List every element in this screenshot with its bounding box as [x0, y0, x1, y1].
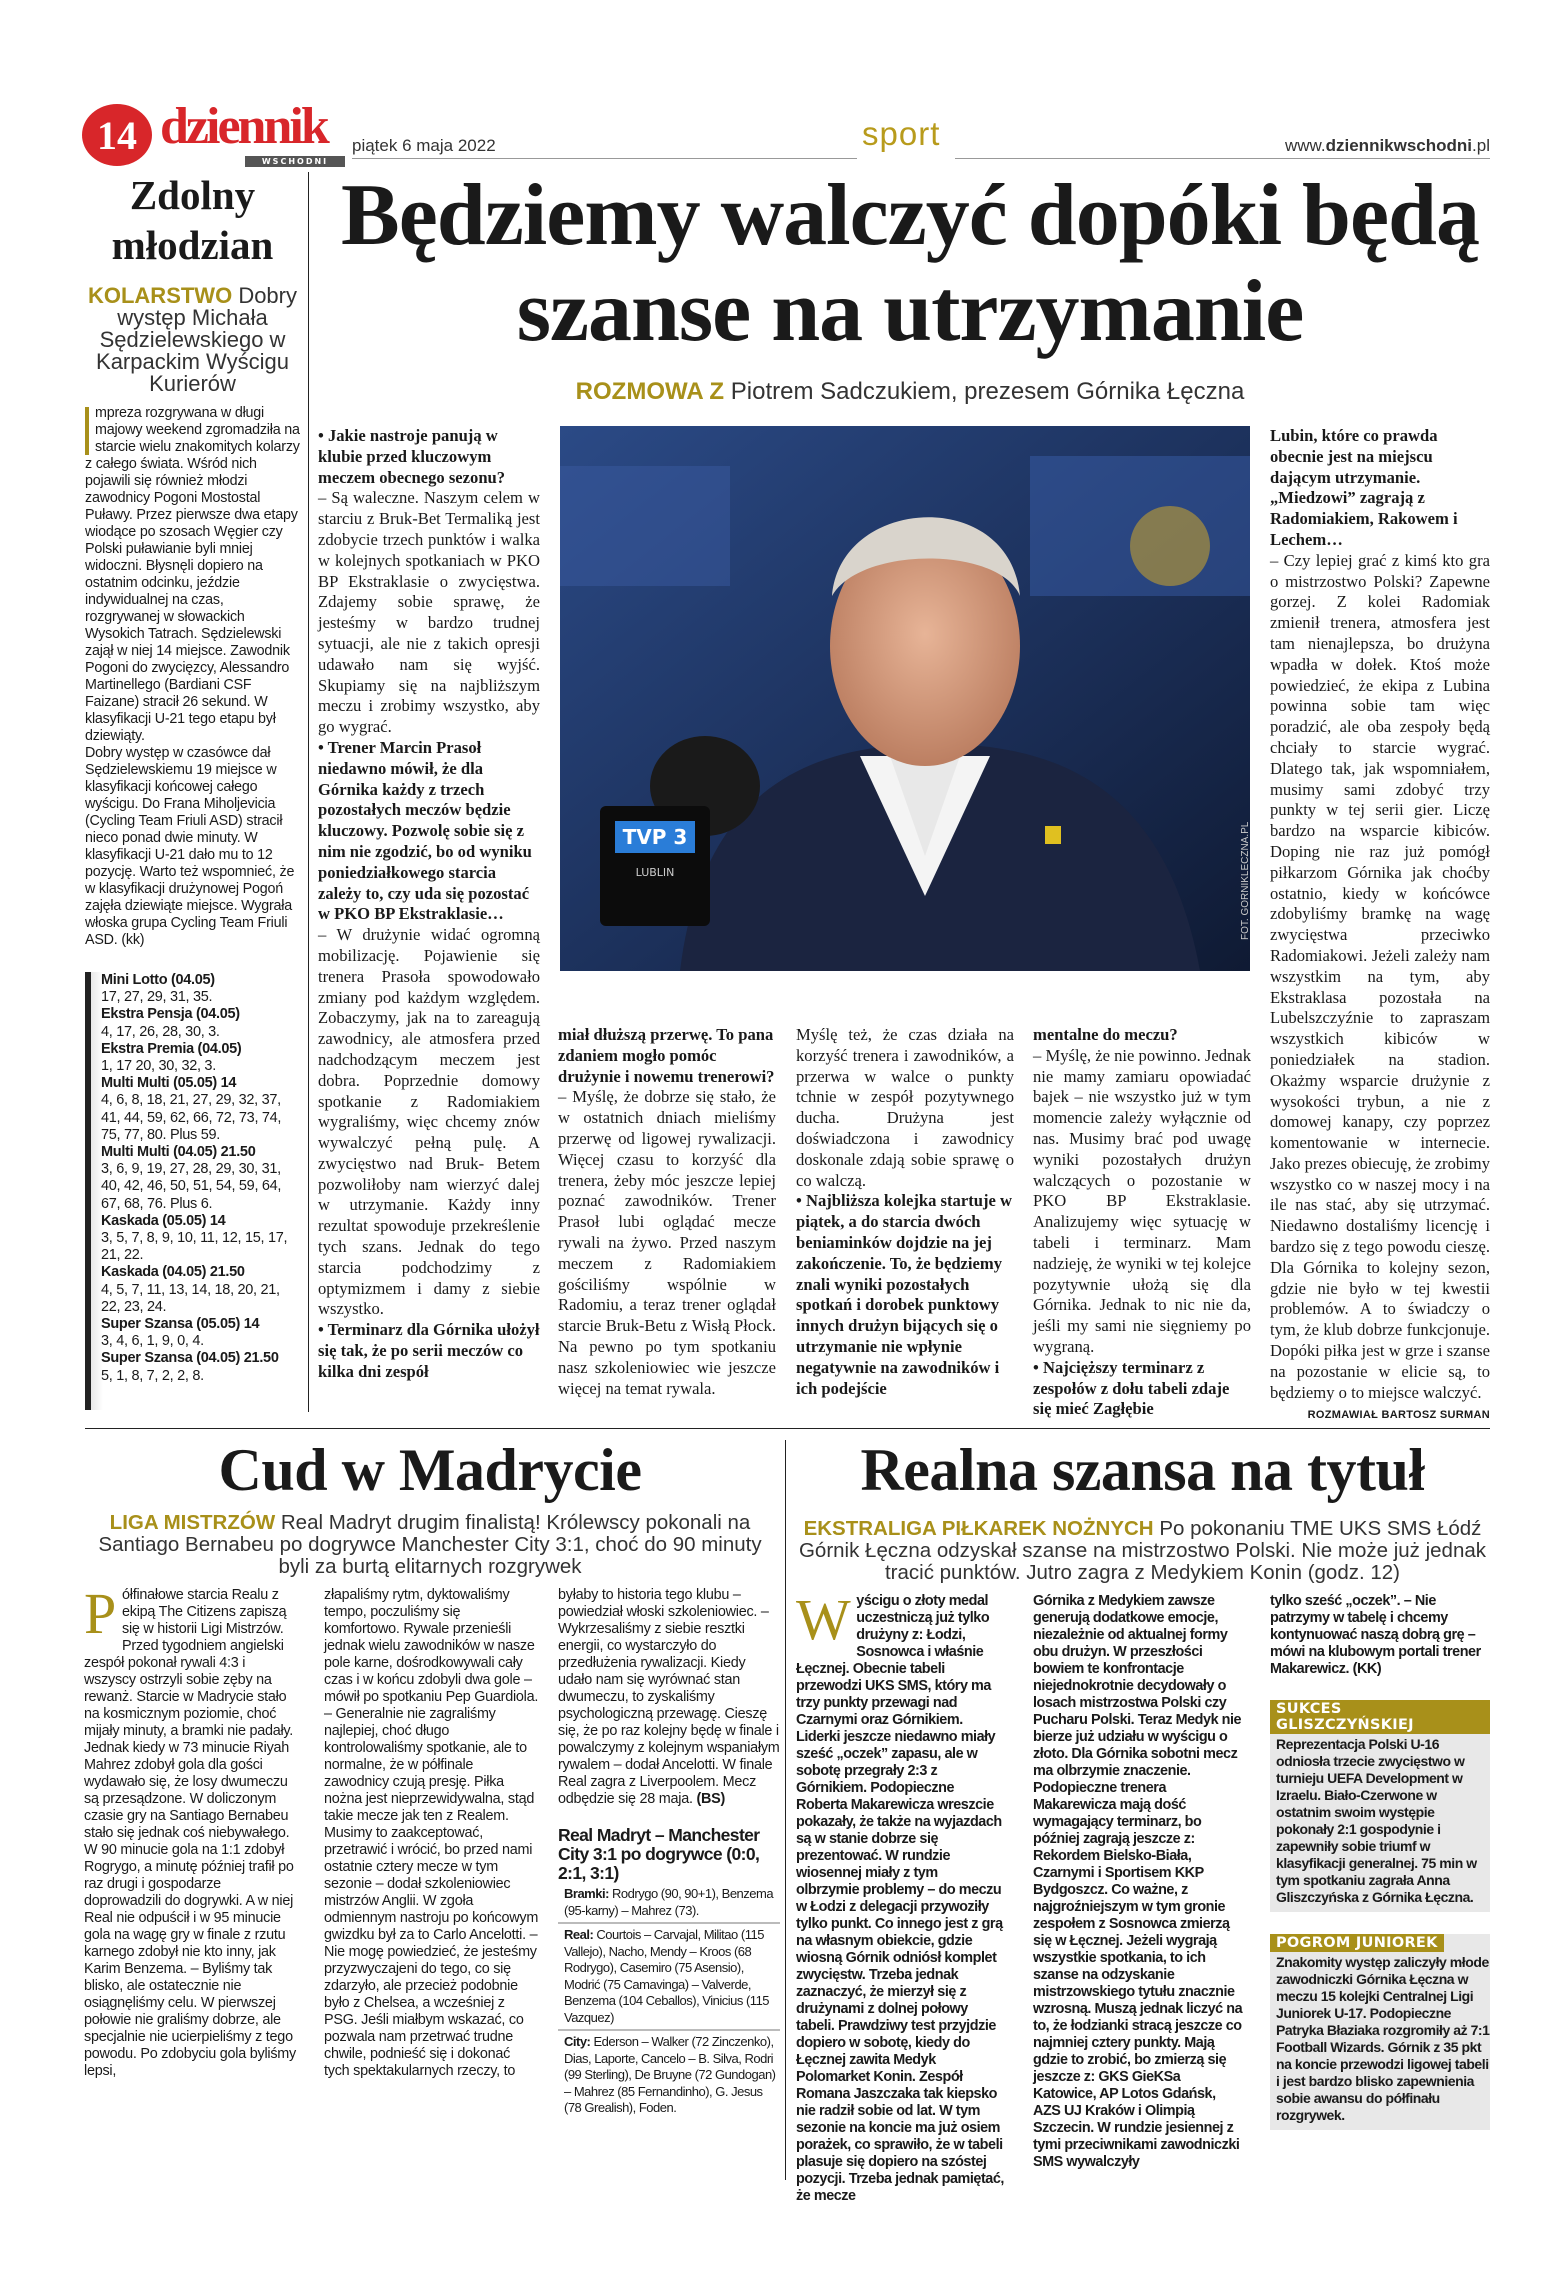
interview-column-2 — [558, 1025, 776, 1399]
interview-question: • Jakie nastroje panują w klubie przed kluczowym meczem obecnego sezonu? — [318, 426, 506, 487]
portrait-image — [560, 426, 1250, 971]
photo-credit: FOT. GORNIKLECZNA.PL — [1240, 821, 1251, 940]
news-box — [1270, 1934, 1490, 2130]
tytul-text-1: yścigu o złoty medal uczestniczą już tylko drużyny z: Łodzi, Sosnowca i właśnie Łęcznej. Obecnie tabeli przewodzi UKS SMS, który ma trzy punkty przewagi nad Czarnymi oraz Górnikiem. Liderki jeszcze niedawno miały sześć „oczek” zapasu, ale w sobotę przegrały 2:3 z Górnikiem. Podopieczne Roberta Makarewicza wreszcie pokazały, że także na wyjazdach są w stanie dobrze się prezentować. W rundzie wiosennej miały z tym olbrzymie problemy – do meczu w Łodzi z delegacji przywoziły tylko punkt. Co innego jest z grą na własnym obiekcie, gdzie wiosną Górnik odniósł komplet zwycięstw. Trzeba jednak zaznaczyć, że mierzył się z drużynami z dolnej połowy tabeli. Prawdziwy test przyjdzie dopiero w sobotę, kiedy do Łęcznej zawita Medyk Polomarket Konin. Zespół Romana Jaszczaka tak kiepsko nie radził sobie od lat. W tym sezonie na koncie ma już osiem porażek, co sprawiło, że w tabeli plasuje się dopiero na szóstej pozycji. Trzeba jednak pamiętać, że mecze — [796, 1593, 1004, 2204]
newspaper-logo: dziennik — [160, 100, 327, 154]
interview-answer: – Myślę, że nie powinno. Jednak nie mamy zamiaru opowiadać bajek – nie wszystko już w tym momencie zależy wyłącznie od nas. Musimy brać pod uwagę wyniki pozostałych drużyn walczących o pozostanie w PKO BP Ekstraklasie. Analizujemy więc sytuację w tabeli i terminarz. Mam nadzieję, że wyniki w tej kolejce pozytywnie ułożą się dla Górnika. Jednak to nic nie da, jeśli my sami nie sięgniemy po wygraną. — [1033, 1045, 1251, 1356]
lotto-entry — [101, 1316, 300, 1350]
lotto-entry — [101, 972, 300, 1006]
lotto-numbers: 17, 27, 29, 31, 35. — [101, 989, 213, 1006]
news-box-label: SUKCES GLISZCZYŃSKIEJ — [1270, 1700, 1490, 1734]
interview-column-5 — [1270, 426, 1490, 1403]
interview-answer: – W drużynie widać ogromną mobilizację. Pojawienie się trenera Prasoła spowodowało zmiany pod każdym względem. Zobaczymy, jak na to zareagują zawodnicy, ale atmosfera przed nadchodzącym meczem jest dobra. Poprzednie domowy spotkanie z Radomiakiem wygraliśmy, więc chcemy znów wywalczyć pełną pulę. A zwycięstwo nad Bruk- Betem pozwoliłoby nam wierzyć dalej w utrzymanie. Każdy inny rezultat spowoduje przekreślenie tych szans. Jednak do tego starcia podchodzimy z optymizmem i damy z siebie wszystko. — [318, 925, 540, 1319]
interview-question: mentalne do meczu? — [1033, 1025, 1178, 1044]
url-suffix: .pl — [1472, 136, 1490, 155]
bottom-divider — [785, 1440, 786, 2180]
madryt-author: (BS) — [696, 1791, 726, 1807]
tytul-col3-text: tylko sześć „oczek”. – Nie patrzymy w tabelę i chcemy kontynuować naszą dobrą grę – mówi na klubowym portali trener Makarewicz. — [1270, 1593, 1481, 1677]
lotto-numbers: 3, 6, 9, 19, 27, 28, 29, 30, 31, 40, 42, 46, 50, 51, 54, 59, 64, 67, 68, 76. Plus 6. — [101, 1161, 282, 1212]
stat-label: Real: — [564, 1927, 594, 1942]
stat-text: Courtois – Carvajal, Militao (115 Vallejo), Nacho, Mendy – Kroos (68 Rodrygo), Casemiro (75 Asensio), Modrić (75 Camavinga) – Valverde, Benzema (104 Ceballos), Vinicius (115 Vazquez) — [564, 1927, 770, 2025]
news-box-text: Reprezentacja Polski U-16 odniosła trzecie zwycięstwo w turnieju UEFA Development w Izraelu. Biało-Czerwone w ostatnim swoim występie pokonały 2:1 gospodynie i zapewniły sobie triumf w klasyfikacji generalnej. 75 min w tym spotkaniu zagrała Anna Gliszczyńska z Górnika Łęczna. — [1276, 1736, 1477, 1905]
tytul-column-1 — [796, 1587, 1004, 2205]
interview-answer: – Myślę, że dobrze się stało, że w ostatnich dniach mieliśmy przerwę od ligowej rywalizacji. Więcej czasu to korzyść dla trenera, żeby móc jeszcze lepiej poznać zawodników. Trener Prasoł lubi oglądać mecze rywali na żywo. Przed naszym meczem z Radomiakiem gościliśmy wspólnie w Radomiu, a teraz trener oglądał starcie Bruk-Betu z Wisłą Płock. Na pewno po tym spotkaniu nasz szkoleniowiec wie jeszcze więcej na temat rywala. — [558, 1087, 776, 1398]
match-stats — [558, 1883, 780, 2120]
mic-sub-label: LUBLIN — [635, 866, 675, 879]
madryt-text-1: ółfinałowe starcia Realu z ekipą The Citizens zapiszą się w historii Ligi Mistrzów. Przed tygodniem angielski zespół pokonał rywali 4:3 i wszyscy ostrzyli sobie zęby na rewanż. Starcie w Madrycie stało na kosmicznym poziomie, choć mijały minuty, a bramki nie padały. Jednak kiedy w 73 minucie Riyah Mahrez zdobył gola dla gości wydawało się, że losy dwumeczu są przesądzone. W doliczonym czasie gry na Santiago Bernabeu stało się jednak coś niebywałego. W 90 minucie gola na 1:1 zdobył Rogrygo, a minutę później trafił po raz drugi i gospodarze doprowadzili do dogrywki. A w niej Real nie odpuścił i w 95 minucie gola na wagę gry w finale z rzutu karnego zdobył nie kto inny, jak Karim Benzema. – Byliśmy tak blisko, ale ostatecznie nie osiągnęliśmy celu. W pierwszej połowie nie graliśmy dobrze, ale specjalnie nie ucierpieliśmy z tego powodu. Po zdobyciu gola byliśmy lepsi, — [84, 1587, 296, 2079]
lotto-numbers: 4, 17, 26, 28, 30, 3. — [101, 1023, 220, 1040]
interview-column-3 — [796, 1025, 1014, 1399]
madryt-column-2: złapaliśmy rytm, dyktowaliśmy tempo, poczuliśmy się komfortowo. Rywale przenieśli jednak wielu zawodników w nasze pole karne, dośrodkowywali cały czas i w końcu zdobyli dwa gole – mówił po spotkaniu Pep Guardiola. – Generalnie nie zagraliśmy najlepiej, choć długo kontrolowaliśmy spotkanie, ale to normalne, że w półfinale zawodnicy czują presję. Piłka nożna jest nieprzewidywalna, stąd takie mecze jak ten z Realem. Musimy to zaakceptować, przetrawić i wrócić, bo przed nami ostatnie cztery mecze w tym sezonie – dodał szkoleniowiec mistrzów Anglii. W zgoła odmiennym nastroju po końcowym gwizdku był za to Carlo Ancelotti. – Nie mogę powiedzieć, że jesteśmy przyzwyczajeni do tego, co się zdarzyło, ale przecież podobnie było z Chelsea, a wcześniej z PSG. Jeśli miałbym wskazać, co pozwala nam przetrwać trudne chwile, podnieść się i dokonać tych spektakularnych rzeczy, to — [324, 1587, 539, 2079]
tytul-column-3 — [1270, 1593, 1490, 2130]
madryt-kicker: LIGA MISTRZÓW — [109, 1511, 276, 1534]
section-label: sport — [862, 115, 941, 152]
lotto-game-name: Mini Lotto (04.05) — [101, 972, 215, 988]
sidebar-title: Zdolny młodzian — [111, 172, 274, 268]
byline-kicker: ROZMOWA Z — [575, 378, 725, 405]
interview-question: • Trener Marcin Prasoł niedawno mówił, że dla Górnika każdy z trzech pozostałych meczów będzie kluczowy. Pozwolę sobie się z nim nie zgodzić, bo od wyniku poniedziałkowego starcia zależy to, czy uda się pozostać w PKO BP Ekstraklasie… — [318, 737, 532, 924]
tytul-deck-text: Po pokonaniu TME UKS SMS Łódź Górnik Łęczna odzyskał szanse na mistrzostwo Polski. Nie może już jednak tracić punktów. Jutro zagra z Medykiem Konin (godz. 12) — [798, 1517, 1487, 1584]
newspaper-logo-sub: WSCHODNI — [245, 156, 345, 167]
lotto-entry — [101, 1075, 300, 1144]
section-divider — [85, 1428, 1490, 1429]
website-link[interactable] — [1285, 136, 1490, 156]
news-box — [1270, 1700, 1490, 1912]
lotto-game-name: Super Szansa (05.05) 14 — [101, 1316, 260, 1333]
lotto-entry — [101, 1264, 300, 1316]
interview-byline — [330, 378, 1490, 406]
url-prefix: www. — [1285, 136, 1326, 155]
lotto-numbers: 4, 6, 8, 18, 21, 27, 29, 32, 37, 41, 44, 59, 62, 66, 72, 73, 74, 75, 77, 80. Plus 59. — [101, 1092, 282, 1143]
sidebar-divider — [308, 172, 309, 1412]
lotto-game-name: Kaskada (04.05) 21.50 — [101, 1264, 245, 1281]
interview-column-1 — [318, 426, 540, 1383]
lotto-results — [85, 972, 300, 1410]
interview-column-5-wrap — [1270, 426, 1490, 1423]
lotto-game-name: Kaskada (05.05) 14 — [101, 1212, 226, 1229]
sidebar-paragraph — [85, 405, 300, 745]
tytul-text-3 — [1270, 1593, 1490, 1678]
header-rule-right — [955, 158, 1490, 159]
tytul-deck — [795, 1518, 1490, 1584]
drop-cap: P — [84, 1581, 117, 1646]
tytul-kicker: EKSTRALIGA PIŁKAREK NOŻNYCH — [803, 1517, 1154, 1540]
drop-initial-bar — [85, 407, 89, 455]
lotto-entry — [101, 1350, 300, 1384]
madryt-col3-text: byłaby to historia tego klubu – powiedział włoski szkoleniowiec. – Wykrzesaliśmy z siebie resztki energii, co wystarczyło do przedłużenia rywalizacji. Kiedy udało nam się wyrównać stan dwumeczu, to zyskaliśmy psychologiczną przewagę. Cieszę się, że po raz kolejny będę w finale i powalczymy z kolejnym wspaniałym rywalem – dodał Ancelotti. W finale Real zagra z Liverpoolem. Mecz odbędzie się 28 maja. — [558, 1587, 780, 1807]
interview-answer: – Czy lepiej grać z kimś kto gra o mistrzostwo Polski? Zapewne gorzej. Z kolei Radomiak zmienił trenera, atmosfera jest tam nienajlepsza, bo drużyna wpadła w dołek. Ktoś może powiedzieć, że ekipa z Lubina powinna sobie tam więc poradzić, ale oba zespoły będą chciały to starcie wygrać. Dlatego tak, jak wspomniałem, musimy sami zdobyć trzy punkty w tej serii gier. Liczę bardzo na wsparcie kibiców. Doping nie raz już pomógł piłkarzom Górnika jak choćby ostatnio, kiedy w końcówce zdobyliśmy bramkę na wagę zwycięstwa przeciwko Radomiakowi. Jeżeli zależy nam wszystkim na tym, aby Ekstraklasa pozostała na Lubelszczyźnie to zapraszam wszystkich kibiców w poniedziałek na stadion. Okażmy wsparcie drużynie z wysokości trybun, a nie z domowej kanapy, czy poprzez komentowanie w internecie. Jako prezes obiecuję, że zrobimy wszystko co w naszej mocy i na ile nas stać, aby się utrzymać. Niedawno dostaliśmy licencję i bardzo się z tego powodu cieszę. Dla Górnika to kolejny sezon, gdzie nie było w tej kwestii problemów. A to świadczy o tym, że klub dobrze funkcjonuje. Dopóki piłka jest w grze i szanse na pozostanie w elicie są, to będziemy o to miejsce walczyć. — [1270, 550, 1490, 1402]
lotto-game-name: Super Szansa (04.05) 21.50 — [101, 1350, 279, 1367]
lotto-numbers: 5, 1, 8, 7, 2, 2, 8. — [101, 1367, 204, 1384]
lotto-numbers: 4, 5, 7, 11, 13, 14, 18, 20, 21, 22, 23, 24. — [101, 1281, 280, 1315]
interview-photo — [560, 426, 1250, 971]
lotto-entry — [101, 1213, 300, 1265]
interview-answer: Myślę też, że czas działa na korzyść trenera i zawodników, a przerwa w walce o punkty tchnie w zespół pozytywnego ducha. Drużyna jest doświadczona i zawodnicy doskonale zdają sobie sprawę o co walczą. — [796, 1025, 1014, 1190]
lotto-game-name: Ekstra Premia (04.05) — [101, 1040, 242, 1057]
lotto-entry — [101, 1041, 300, 1075]
lotto-entry — [101, 1144, 300, 1213]
interview-column-4 — [1033, 1025, 1251, 1420]
stat-row — [558, 2029, 780, 2120]
stat-row — [558, 1883, 780, 1922]
sidebar-kicker: KOLARSTWO — [87, 283, 233, 308]
stat-text: Ederson – Walker (72 Zinczenko), Dias, Laporte, Cancelo – B. Silva, Rodri (99 Sterling), De Bruyne (72 Gundogan) – Mahrez (85 Fernandinho), G. Jesus (78 Grealish), Foden. — [564, 2034, 776, 2115]
interview-question: miał dłuższą przerwę. To pana zdaniem mogło pomóc drużynie i nowemu trenerowi? — [558, 1025, 775, 1086]
madryt-headline: Cud w Madrycie — [218, 1437, 642, 1503]
tytul-author: (KK) — [1352, 1661, 1382, 1677]
interview-question: • Najbliższa kolejka startuje w piątek, a do starcia dwóch beniaminków dojdzie na jej zakończenie. To, że będziemy znali wyniki pozostałych spotkań i dorobek punktowy innych drużyn bijących się o utrzymanie nie wpłynie negatywnie na zawodników i ich podejście — [796, 1191, 1012, 1398]
interview-question: • Najcięższy terminarz z zespołów z dołu tabeli zdaje się mieć Zagłębie — [1033, 1357, 1230, 1419]
madryt-deck-text: Real Madryt drugim finalistą! Królewscy pokonali na Santiago Bernabeu po dogrywce Manchester City 3:1, choć do 90 minuty byli za burtą elitarnych rozgrywek — [98, 1511, 762, 1578]
tytul-column-2: Górnika z Medykiem zawsze generują dodatkowe emocje, niezależnie od aktualnej formy obu drużyn. W przeszłości bowiem te konfrontacje niejednokrotnie decydowały o losach mistrzostwa Polski czy Pucharu Polski. Teraz Medyk nie bierze już udziału w wyścigu o złoto. Dla Górnika sobotni mecz ma olbrzymie znaczenie. Podopieczne trenera Makarewicza mają dość wymagający terminarz, bo później zagrają jeszcze z: Rekordem Bielsko-Biała, Czarnymi i Sportisem KKP Bydgoszcz. Co ważne, z najgroźniejszym w tym gronie zespołem z Sosnowca zmierzą się w Łęcznej. Jeżeli wygrają wszystkie spotkania, to ich szanse na odzyskanie mistrzowskiego tytułu znacznie wzrosną. Muszą jednak liczyć na to, że łodzianki stracą jeszcze co najmniej cztery punkty. Mają gdzie to zrobić, bo zmierzą się jeszcze z: GKS GieKSa Katowice, AP Lotos Gdańsk, AZS UJ Kraków i Olimpią Szczecin. W rundzie jesiennej z tymi przeciwnikami zawodniczki SMS wywalczyły — [1033, 1593, 1243, 2170]
main-headline: Będziemy walczyć dopóki będą szanse na utrzymanie — [341, 167, 1479, 360]
header-rule-left — [352, 158, 857, 159]
stat-text: Rodrygo (90, 90+1), Benzema (95-karny) – Mahrez (73). — [564, 1886, 774, 1918]
mic-label: TVP 3 — [622, 825, 688, 849]
stat-label: City: — [564, 2034, 591, 2049]
lotto-numbers: 3, 5, 7, 8, 9, 10, 11, 12, 15, 17, 21, 22. — [101, 1230, 288, 1264]
news-box-label: POGROM JUNIOREK — [1270, 1934, 1444, 1952]
lotto-numbers: 1, 17 20, 30, 32, 3. — [101, 1058, 216, 1075]
interview-answer: – Są waleczne. Naszym celem w starciu z Bruk-Bet Termaliką jest zdobycie trzech punktów i walka w kolejnych spotkaniach w PKO BP Ekstraklasie o zwycięstwa. Zdajemy sobie sprawę, że jesteśmy w bardzo trudnej sytuacji, ale nie z takich opresji udawało nam się wyjść. Skupiamy się na najbliższym meczu i zrobimy wszystko, aby go wygrać. — [318, 488, 540, 737]
news-box-text: Znakomity występ zaliczyły młode zawodniczki Górnika Łęczna w meczu 15 kolejki Centralnej Ligi Juniorek U-17. Podopieczne Patryka Błaziaka rozgromiły aż 7:1 Football Wizards. Górnik z 35 pkt na koncie przewodzi ligowej tabeli i jest bardzo blisko zapewnienia sobie awansu do półfinału rozgrywek. — [1276, 1954, 1490, 2123]
issue-date: piątek 6 maja 2022 — [352, 136, 496, 155]
interview-question: Lubin, które co prawda obecnie jest na miejscu dającym utrzymanie. „Miedzowi” zagrają z Radomiakiem, Rakowem i Lechem… — [1270, 426, 1458, 549]
lotto-game-name: Multi Multi (05.05) 14 — [101, 1075, 237, 1092]
lotto-game-name: Ekstra Pensja (04.05) — [101, 1006, 240, 1023]
sidebar-paragraph-2: Dobry występ w czasówce dał Sędzielewskiemu 19 miejsce w klasyfikacji końcowej całego wyścigu. Do Frana Miholjevicia (Cycling Team Friuli ASD) stracił nieco ponad dwie minuty. W klasyfikacji U-21 dało mu to 12 pozycję. Warto też wspomnieć, że w klasyfikacji drużynowej Pogoń zajęła dziewiąte miejsce. Wygrała włoska grupa Cycling Team Friuli ASD. (kk) — [85, 745, 295, 948]
byline-text: Piotrem Sadczukiem, prezesem Górnika Łęczna — [730, 378, 1245, 405]
stat-row — [558, 1922, 780, 2029]
madryt-text-3 — [558, 1587, 780, 1808]
madryt-deck — [85, 1512, 775, 1578]
sidebar-deck-text: Dobry występ Michała Sędzielewskiego w Karpackim Wyścigu Kurierów — [96, 283, 297, 396]
lotto-game-name: Multi Multi (04.05) 21.50 — [101, 1144, 256, 1161]
sidebar-article — [85, 405, 300, 949]
interview-signature: ROZMAWIAŁ BARTOSZ SURMAN — [1307, 1409, 1490, 1422]
tytul-headline: Realna szansa na tytuł — [860, 1437, 1425, 1503]
interview-question: • Terminarz dla Górnika ułożył się tak, że po serii meczów co kilka dni zespół — [318, 1320, 540, 1381]
stat-label: Bramki: — [564, 1886, 609, 1901]
news-boxes — [1270, 1700, 1490, 2130]
madryt-column-3 — [558, 1587, 780, 2120]
sidebar-body: mpreza rozgrywana w długi majowy weekend zgromadziła na starcie wielu znakomitych kolarzy z całego świata. Wśród nich pojawili się również młodzi zawodnicy Pogoni Mostostal Puławy. Przez pierwsze dwa etapy wiodące po szosach Węgier czy Polski puławianie byli mniej widoczni. Błysnęli dopiero na ostatnim odcinku, jeździe indywidualnej na czas, rozgrywanej w słowackich Wysokich Tatrach. Sędzielewski zajął w niej 14 miejsce. Zawodnik Pogoni do zwycięzcy, Alessandro Martinellego (Bardiani CSF Faizane) stracił 26 sekund. W klasyfikacji U-21 tego etapu był dziewiąty. — [85, 405, 300, 744]
sidebar-deck — [85, 285, 300, 395]
page-number: 14 — [82, 104, 152, 166]
lotto-entry — [101, 1006, 300, 1040]
lotto-numbers: 3, 4, 6, 1, 9, 0, 4. — [101, 1333, 204, 1350]
match-result-title: Real Madryt – Manchester City 3:1 po dogrywce (0:0, 2:1, 3:1) — [558, 1825, 760, 1883]
madryt-column-1 — [84, 1581, 299, 2080]
drop-cap: W — [796, 1587, 851, 1652]
url-main: dziennikwschodni — [1325, 136, 1473, 155]
